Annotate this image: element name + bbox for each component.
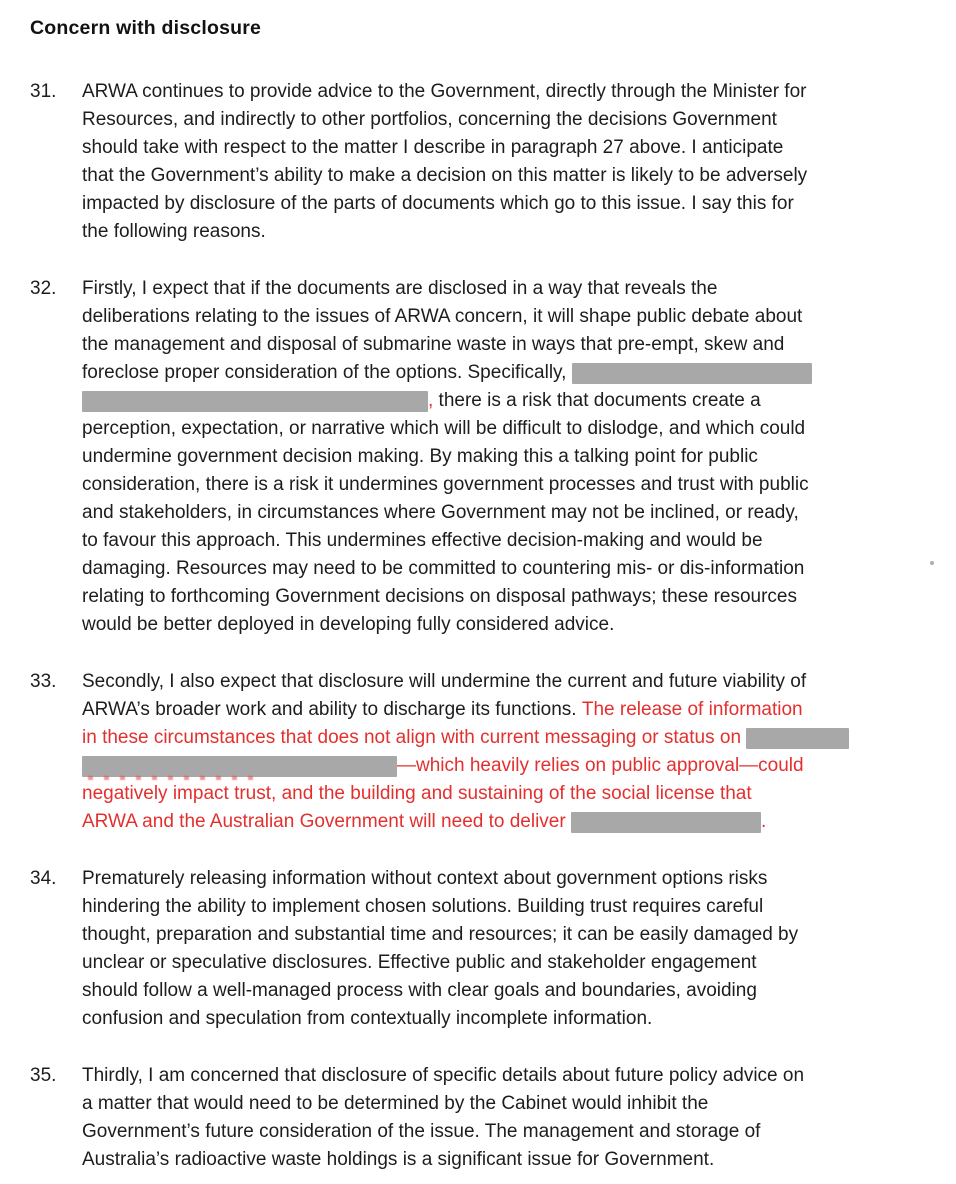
text-segment: Prematurely releasing information without context about government options risks [82,868,768,889]
text-segment: ARWA and the Australian Government will need to deliver [82,811,571,832]
paragraph-body [82,1062,956,1174]
text-segment: confusion and speculation from contextually incomplete information. [82,1008,653,1029]
paragraph [0,668,956,836]
document-line [82,471,956,499]
document-line [82,1062,956,1090]
document-line [82,893,956,921]
text-segment: a matter that would need to be determined by the Cabinet would inhibit the [82,1093,709,1114]
document-line [82,527,956,555]
text-segment: impacted by disclosure of the parts of documents which go to this issue. I say this for [82,193,794,214]
document-line [82,977,956,1005]
paragraph-body [82,865,956,1033]
paragraph [0,78,956,246]
text-segment: the following reasons. [82,221,266,242]
redaction-bar [571,812,761,833]
document-line [82,499,956,527]
text-segment: Secondly, I also expect that disclosure will undermine the current and future viability of [82,671,807,692]
paragraph [0,275,956,639]
text-segment: —which heavily relies on public approval—could [397,755,804,776]
text-segment: that the Government’s ability to make a decision on this matter is likely to be adversely [82,165,808,186]
text-segment: perception, expectation, or narrative which will be difficult to dislodge, and which could [82,418,806,439]
paragraph [0,865,956,1033]
text-segment: . [760,811,767,832]
document-line [82,865,956,893]
redaction-bar [82,391,428,412]
text-segment: should take with respect to the matter I describe in paragraph 27 above. I anticipate [82,137,784,158]
text-segment: , [428,390,434,411]
text-segment: foreclose proper consideration of the options. Specifically, [82,362,572,383]
text-segment: unclear or speculative disclosures. Effective public and stakeholder engagement [82,952,757,973]
document-line [82,359,956,387]
text-segment: Firstly, I expect that if the documents are disclosed in a way that reveals the [82,278,718,299]
document-line [82,611,956,639]
text-segment: The release of information [581,699,803,720]
text-segment: relating to forthcoming Government decisions on disposal pathways; these resources [82,586,797,607]
text-segment: to favour this approach. This undermines effective decision-making and would be [82,530,763,551]
document-line [82,387,956,415]
document-line [82,134,956,162]
document-line [82,443,956,471]
document-line [82,724,956,752]
text-segment: would be better deployed in developing fully considered advice. [82,614,615,635]
text-segment: Resources, and indirectly to other portfolios, concerning the decisions Government [82,109,777,130]
text-segment: the management and disposal of submarine waste in ways that pre-empt, skew and [82,334,785,355]
document-line [82,331,956,359]
text-segment: ARWA continues to provide advice to the Government, directly through the Minister for [82,81,807,102]
paragraph-body [82,668,956,836]
document-line [82,808,956,836]
document-line [82,415,956,443]
redaction-bar [82,756,397,777]
text-segment: consideration, there is a risk it undermines government processes and trust with public [82,474,809,495]
paragraph-list [0,78,956,1174]
document-line [82,1005,956,1033]
text-segment: and stakeholders, in circumstances where Government may not be inclined, or ready, [82,502,799,523]
document-line [82,162,956,190]
text-segment: should follow a well-managed process with clear goals and boundaries, avoiding [82,980,757,1001]
redaction-bar [746,728,849,749]
document-line [82,1146,956,1174]
document-line [82,752,956,780]
text-segment: Thirdly, I am concerned that disclosure of specific details about future policy advice on [82,1065,805,1086]
document-line [82,921,956,949]
document-line [82,78,956,106]
text-segment: ARWA’s broader work and ability to discharge its functions. [82,699,582,720]
text-segment: deliberations relating to the issues of ARWA concern, it will shape public debate about [82,306,803,327]
scan-artifact [930,561,934,565]
document-line [82,555,956,583]
paragraph-number: 35. [30,1065,57,1086]
document-line [82,190,956,218]
section-heading: Concern with disclosure [30,17,262,39]
paragraph-body [82,275,956,639]
document-line [82,1090,956,1118]
document-line [82,1118,956,1146]
paragraph-number: 31. [30,81,57,102]
text-segment: Australia’s radioactive waste holdings is a significant issue for Government. [82,1149,715,1170]
text-segment: Government’s future consideration of the issue. The management and storage of [82,1121,761,1142]
document-line [82,218,956,246]
document-line [82,275,956,303]
document-line [82,780,956,808]
paragraph [0,1062,956,1174]
paragraph-body [82,78,956,246]
text-segment: hindering the ability to implement chosen solutions. Building trust requires careful [82,896,764,917]
document-line [82,696,956,724]
text-segment: in these circumstances that does not align with current messaging or status on [82,727,747,748]
document-line [82,106,956,134]
document-line [82,668,956,696]
text-segment: undermine government decision making. By making this a talking point for public [82,446,758,467]
paragraph-number: 33. [30,671,57,692]
text-segment: thought, preparation and substantial time and resources; it can be easily damaged by [82,924,799,945]
redaction-bar [572,363,812,384]
document-line [82,583,956,611]
text-segment: there is a risk that documents create a [433,390,761,411]
paragraph-number: 34. [30,868,57,889]
paragraph-number: 32. [30,278,57,299]
text-segment: damaging. Resources may need to be committed to countering mis- or dis-information [82,558,805,579]
document-line [82,303,956,331]
text-segment: negatively impact trust, and the building and sustaining of the social license that [82,783,752,804]
document-line [82,949,956,977]
